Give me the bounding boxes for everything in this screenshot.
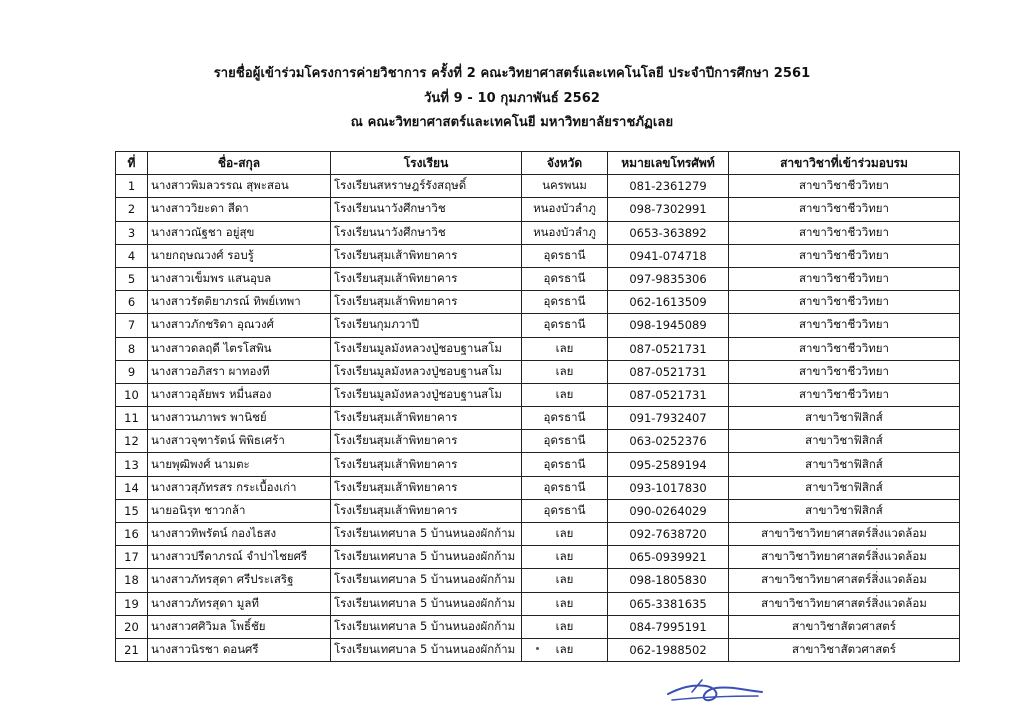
cell-branch: สาขาวิชาชีววิทยา (729, 291, 960, 314)
table-row (116, 453, 960, 476)
cell-no: 17 (116, 546, 148, 569)
cell-province: อุดรธานี (522, 407, 608, 430)
cell-school: โรงเรียนนาวังศึกษาวิช (331, 221, 522, 244)
cell-school: โรงเรียนกุมภวาปี (331, 314, 522, 337)
header-branch: สาขาวิชาที่เข้าร่วมอบรม (729, 152, 960, 175)
table-row (116, 314, 960, 337)
header-school: โรงเรียน (331, 152, 522, 175)
header-phone: หมายเลขโทรศัพท์ (608, 152, 729, 175)
cell-phone: 062-1613509 (608, 291, 729, 314)
cell-school: โรงเรียนสุมเส้าพิทยาคาร (331, 407, 522, 430)
cell-name: นางสาวปรีดาภรณ์ จำปาไชยศรี (148, 546, 331, 569)
cell-phone: 098-1805830 (608, 569, 729, 592)
cell-branch: สาขาวิชาฟิสิกส์ (729, 499, 960, 522)
table-row (116, 615, 960, 638)
cell-province: อุดรธานี (522, 476, 608, 499)
cell-name: นางสาวจุฑารัตน์ พิพิธเศร้า (148, 430, 331, 453)
cell-phone: 081-2361279 (608, 175, 729, 198)
cell-name: นายอนิรุท ชาวกล้า (148, 499, 331, 522)
cell-school: โรงเรียนเทศบาล 5 บ้านหนองผักก้าม (331, 569, 522, 592)
cell-school: โรงเรียนมูลมังหลวงปู่ชอบฐานสโม (331, 360, 522, 383)
table-row (116, 198, 960, 221)
cell-name: นางสาวอุลัยพร หมื่นสอง (148, 383, 331, 406)
cell-school: โรงเรียนเทศบาล 5 บ้านหนองผักก้าม (331, 638, 522, 661)
table-row (116, 546, 960, 569)
stray-mark (536, 647, 539, 650)
cell-branch: สาขาวิชาสัตวศาสตร์ (729, 638, 960, 661)
cell-name: นางสาวดลฤดี ไตรโสพิน (148, 337, 331, 360)
cell-no: 10 (116, 383, 148, 406)
cell-branch: สาขาวิชาฟิสิกส์ (729, 430, 960, 453)
cell-province: อุดรธานี (522, 314, 608, 337)
cell-school: โรงเรียนมูลมังหลวงปู่ชอบฐานสโม (331, 337, 522, 360)
cell-school: โรงเรียนสุมเส้าพิทยาคาร (331, 291, 522, 314)
cell-branch: สาขาวิชาชีววิทยา (729, 314, 960, 337)
cell-phone: 0941-074718 (608, 244, 729, 267)
cell-name: นายพุฒิพงศ์ นามตะ (148, 453, 331, 476)
document-date: วันที่ 9 - 10 กุมภาพันธ์ 2562 (423, 91, 601, 106)
cell-phone: 091-7932407 (608, 407, 729, 430)
cell-branch: สาขาวิชาชีววิทยา (729, 175, 960, 198)
table-row (116, 430, 960, 453)
cell-phone: 084-7995191 (608, 615, 729, 638)
cell-no: 9 (116, 360, 148, 383)
cell-school: โรงเรียนเทศบาล 5 บ้านหนองผักก้าม (331, 523, 522, 546)
cell-province: เลย (522, 546, 608, 569)
table-row (116, 569, 960, 592)
cell-name: นางสาวศศิวิมล โพธิ์ชัย (148, 615, 331, 638)
cell-name: นายกฤษณวงศ์ รอบรู้ (148, 244, 331, 267)
cell-school: โรงเรียนเทศบาล 5 บ้านหนองผักก้าม (331, 546, 522, 569)
cell-no: 3 (116, 221, 148, 244)
cell-branch: สาขาวิชาวิทยาศาสตร์สิ่งแวดล้อม (729, 592, 960, 615)
header-province: จังหวัด (522, 152, 608, 175)
table-row (116, 592, 960, 615)
cell-province: เลย (522, 523, 608, 546)
cell-province: อุดรธานี (522, 244, 608, 267)
header-no: ที่ (116, 152, 148, 175)
cell-province: อุดรธานี (522, 430, 608, 453)
cell-branch: สาขาวิชาชีววิทยา (729, 267, 960, 290)
cell-school: โรงเรียนสุมเส้าพิทยาคาร (331, 430, 522, 453)
header-name: ชื่อ-สกุล (148, 152, 331, 175)
table-row (116, 267, 960, 290)
cell-branch: สาขาวิชาชีววิทยา (729, 360, 960, 383)
cell-no: 12 (116, 430, 148, 453)
table-row (116, 221, 960, 244)
cell-province: หนองบัวลำภู (522, 198, 608, 221)
participant-table (115, 151, 960, 662)
cell-school: โรงเรียนเทศบาล 5 บ้านหนองผักก้าม (331, 615, 522, 638)
cell-province: เลย (522, 592, 608, 615)
cell-phone: 0653-363892 (608, 221, 729, 244)
cell-no: 20 (116, 615, 148, 638)
cell-no: 1 (116, 175, 148, 198)
cell-name: นางสาวภัทรสุดา ศรีประเสริฐ (148, 569, 331, 592)
cell-school: โรงเรียนสุมเส้าพิทยาคาร (331, 499, 522, 522)
cell-no: 5 (116, 267, 148, 290)
cell-province: เลย (522, 383, 608, 406)
signature-image (662, 670, 772, 710)
cell-no: 16 (116, 523, 148, 546)
cell-no: 6 (116, 291, 148, 314)
cell-no: 15 (116, 499, 148, 522)
cell-school: โรงเรียนสุมเส้าพิทยาคาร (331, 244, 522, 267)
cell-branch: สาขาวิชาฟิสิกส์ (729, 453, 960, 476)
cell-no: 21 (116, 638, 148, 661)
cell-branch: สาขาวิชาชีววิทยา (729, 244, 960, 267)
cell-branch: สาขาวิชาชีววิทยา (729, 383, 960, 406)
cell-province: อุดรธานี (522, 267, 608, 290)
cell-name: นางสาวพิมลวรรณ สุพะสอน (148, 175, 331, 198)
cell-school: โรงเรียนสุมเส้าพิทยาคาร (331, 453, 522, 476)
table-row (116, 499, 960, 522)
cell-phone: 087-0521731 (608, 383, 729, 406)
cell-phone: 087-0521731 (608, 337, 729, 360)
cell-province: เลย (522, 337, 608, 360)
cell-no: 2 (116, 198, 148, 221)
cell-phone: 090-0264029 (608, 499, 729, 522)
cell-branch: สาขาวิชาชีววิทยา (729, 221, 960, 244)
cell-branch: สาขาวิชาชีววิทยา (729, 337, 960, 360)
table-header-row (116, 152, 960, 175)
cell-name: นางสาวณัฐชา อยู่สุข (148, 221, 331, 244)
cell-no: 11 (116, 407, 148, 430)
table-row (116, 638, 960, 661)
cell-name: นางสาวนภาพร พานิชย์ (148, 407, 331, 430)
cell-province: อุดรธานี (522, 499, 608, 522)
cell-province: นครพนม (522, 175, 608, 198)
cell-branch: สาขาวิชาสัตวศาสตร์ (729, 615, 960, 638)
cell-no: 19 (116, 592, 148, 615)
cell-phone: 065-3381635 (608, 592, 729, 615)
cell-school: โรงเรียนสุมเส้าพิทยาคาร (331, 476, 522, 499)
cell-phone: 098-1945089 (608, 314, 729, 337)
cell-name: นางสาวเข็มพร แสนอุบล (148, 267, 331, 290)
document-title: รายชื่อผู้เข้าร่วมโครงการค่ายวิชาการ ครั้งที่ 2 คณะวิทยาศาสตร์และเทคโนโลยี ประจำปีการศึกษา 2561 (213, 66, 811, 81)
cell-name: นางสาววิยะดา สีดา (148, 198, 331, 221)
cell-province: อุดรธานี (522, 291, 608, 314)
cell-no: 8 (116, 337, 148, 360)
cell-school: โรงเรียนนาวังศึกษาวิช (331, 198, 522, 221)
cell-no: 14 (116, 476, 148, 499)
cell-branch: สาขาวิชาฟิสิกส์ (729, 476, 960, 499)
cell-province: เลย (522, 638, 608, 661)
cell-no: 13 (116, 453, 148, 476)
cell-province: เลย (522, 360, 608, 383)
cell-name: นางสาวทิพรัตน์ กองไธสง (148, 523, 331, 546)
cell-name: นางสาวนิรชา ดอนศรี (148, 638, 331, 661)
table-row (116, 360, 960, 383)
cell-branch: สาขาวิชาวิทยาศาสตร์สิ่งแวดล้อม (729, 546, 960, 569)
cell-name: นางสาวสุภัทรสร กระเบื้องเก่า (148, 476, 331, 499)
table-body (116, 175, 960, 662)
table-row (116, 407, 960, 430)
cell-phone: 095-2589194 (608, 453, 729, 476)
table-row (116, 291, 960, 314)
cell-province: หนองบัวลำภู (522, 221, 608, 244)
table-row (116, 476, 960, 499)
cell-phone: 097-9835306 (608, 267, 729, 290)
table-row (116, 175, 960, 198)
cell-province: เลย (522, 615, 608, 638)
cell-name: นางสาวภัทรสุดา มูลที (148, 592, 331, 615)
cell-name: นางสาวภักชริดา อุณวงศ์ (148, 314, 331, 337)
cell-no: 7 (116, 314, 148, 337)
document-venue: ณ คณะวิทยาศาสตร์และเทคโนยี มหาวิทยาลัยราชภัฏเลย (350, 115, 674, 130)
cell-phone: 098-7302991 (608, 198, 729, 221)
cell-name: นางสาวอภิสรา ผาทองที (148, 360, 331, 383)
table-row (116, 383, 960, 406)
cell-phone: 063-0252376 (608, 430, 729, 453)
cell-phone: 087-0521731 (608, 360, 729, 383)
cell-no: 4 (116, 244, 148, 267)
cell-phone: 065-0939921 (608, 546, 729, 569)
table-row (116, 337, 960, 360)
cell-school: โรงเรียนมูลมังหลวงปู่ชอบฐานสโม (331, 383, 522, 406)
cell-school: โรงเรียนสหราษฎร์รังสฤษดิ์ (331, 175, 522, 198)
table-row (116, 244, 960, 267)
cell-province: เลย (522, 569, 608, 592)
cell-phone: 092-7638720 (608, 523, 729, 546)
cell-province: อุดรธานี (522, 453, 608, 476)
cell-phone: 062-1988502 (608, 638, 729, 661)
cell-branch: สาขาวิชาวิทยาศาสตร์สิ่งแวดล้อม (729, 569, 960, 592)
cell-branch: สาขาวิชาชีววิทยา (729, 198, 960, 221)
cell-branch: สาขาวิชาวิทยาศาสตร์สิ่งแวดล้อม (729, 523, 960, 546)
cell-phone: 093-1017830 (608, 476, 729, 499)
cell-school: โรงเรียนสุมเส้าพิทยาคาร (331, 267, 522, 290)
table-row (116, 523, 960, 546)
cell-school: โรงเรียนเทศบาล 5 บ้านหนองผักก้าม (331, 592, 522, 615)
cell-name: นางสาวรัตติยาภรณ์ ทิพย์เทพา (148, 291, 331, 314)
cell-branch: สาขาวิชาฟิสิกส์ (729, 407, 960, 430)
cell-no: 18 (116, 569, 148, 592)
